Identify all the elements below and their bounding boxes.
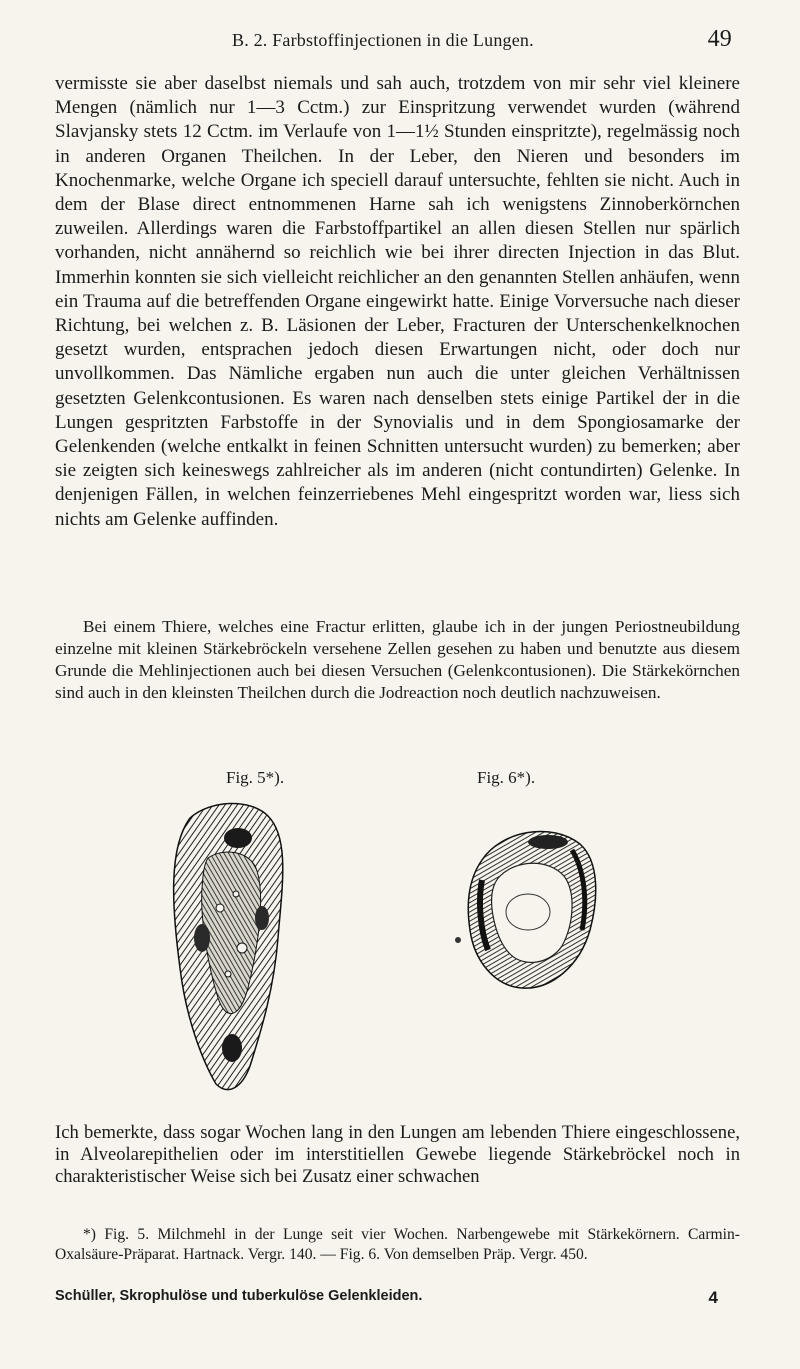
- figure-6-caption: Fig. 6*).: [477, 768, 536, 787]
- main-paragraph: [55, 72, 740, 532]
- second-paragraph: [55, 616, 740, 704]
- paragraph-1: vermisste sie aber daselbst niemals und sah auch, trotzdem von mir sehr viel kleinere Mengen (nämlich nur 1—3 Cctm.) zur Einspritzung verwendet wurden (während Slavjansky stets 12 Cctm. im Verlaufe von 1—1½ Stunden einspritzte), regelmässig noch in anderen Organen Theilchen. In der Leber, den Nieren und besonders im Knochenmarke, welche Organe ich speciell darauf untersuchte, fehlten sie nicht. Auch in dem der Blase direct entnommenen Harne sah ich wenigstens Zinnoberkörnchen zuweilen. Allerdings waren die Farbstoffpartikel an allen diesen Stellen nur spärlich vorhanden, nicht annähernd so reichlich wie bei ihrer directen Injection in das Blut. Immerhin konnten sie sich vielleicht reichlicher an den genannten Stellen anhäufen, wenn ein Trauma auf die betreffenden Organe eingewirkt hatte. Einige Vorversuche nach dieser Richtung, bei welchen z. B. Läsionen der Leber, Fracturen der Unterschenkelknochen gesetzt wurden, entsprachen jedoch diesen Erwartungen nicht, oder doch nur unvollkommen. Das Nämliche ergaben nun auch die unter gleichen Verhältnissen gesetzten Gelenkcontusionen. Es waren nach denselben stets einige Partikel der in die Lungen gespritzten Farbstoffe in der Synovialis und in dem Spongiosamarke der Gelenkenden (welche entkalkt in feinen Schnitten untersucht wurden) zu bemerken; aber sie zeigten sich keineswegs zahlreicher als im anderen (nicht contundirten) Gelenke. In denjenigen Fällen, in welchen feinzerriebenes Mehl eingespritzt worden war, liess sich nichts am Gelenke auffinden.: [55, 73, 740, 530]
- page-number: 49: [707, 26, 732, 52]
- running-head-title: B. 2. Farbstoffinjectionen in die Lungen.: [232, 30, 534, 50]
- third-paragraph: [55, 1122, 740, 1188]
- figure-5-caption: Fig. 5*).: [226, 768, 285, 787]
- footnote-text: *) Fig. 5. Milchmehl in der Lunge seit vier Wochen. Narbengewebe mit Stärkekörnern. Carmin-Oxalsäure-Präparat. Hartnack. Vergr. 140. — Fig. 6. Von demselben Präp. Vergr. 450.: [55, 1226, 740, 1263]
- signature-title: Schüller, Skrophulöse und tuberkulöse Gelenkleiden.: [55, 1288, 423, 1304]
- figure-6-illustration: [452, 820, 602, 995]
- figure-5-illustration: [150, 798, 300, 1098]
- signature-mark: 4: [708, 1288, 718, 1307]
- footnote: [55, 1225, 740, 1265]
- paragraph-3: Ich bemerkte, dass sogar Wochen lang in den Lungen am lebenden Thiere eingeschlossene, in Alveolarepithelien oder im interstitiellen Gewebe liegende Stärkebröckel noch in charakteristischer Weise sich bei Zusatz einer schwachen: [55, 1122, 740, 1187]
- paragraph-2: Bei einem Thiere, welches eine Fractur erlitten, glaube ich in der jungen Periostneubildung einzelne mit kleinen Stärkebröckeln versehene Zellen gesehen zu haben und benutzte aus diesem Grunde die Mehlinjectionen auch bei diesen Versuchen (Gelenkcontusionen). Die Stärkekörnchen sind auch in den kleinsten Theilchen durch die Jodreaction noch deutlich nachzuweisen.: [55, 617, 740, 702]
